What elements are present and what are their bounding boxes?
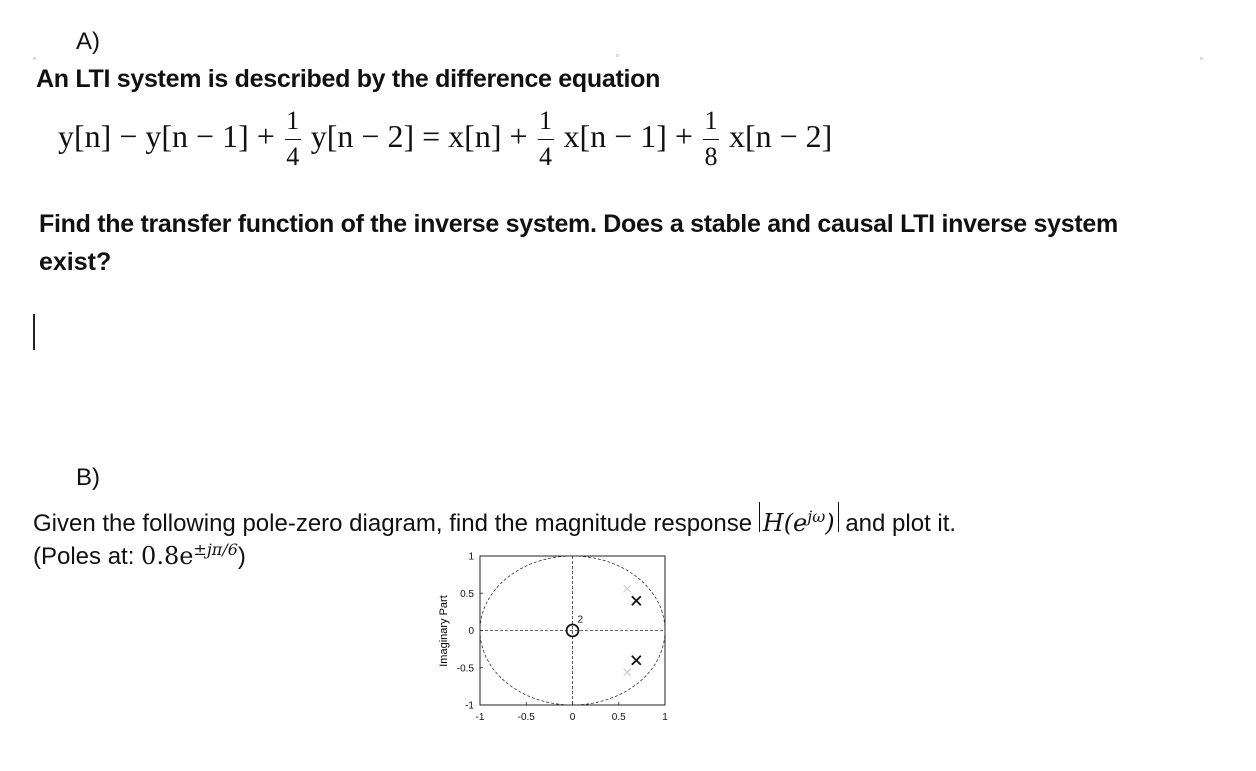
poles-suffix: ) bbox=[237, 543, 246, 570]
fraction-2 bbox=[537, 105, 555, 171]
fraction-3 bbox=[702, 105, 720, 171]
magnitude-expr-sup: jω bbox=[807, 507, 826, 526]
y-tick-label: 0.5 bbox=[460, 588, 474, 600]
part-a-label: A) bbox=[76, 28, 100, 55]
crop-mark bbox=[616, 54, 619, 57]
poles-prefix: (Poles at: bbox=[33, 543, 142, 570]
x-tick-label: -0.5 bbox=[517, 712, 535, 723]
frac-den: 4 bbox=[539, 141, 553, 171]
part-b-label: B) bbox=[76, 464, 100, 491]
part-a-question-line1: Find the transfer function of the inverse system. Does a stable and causal LTI inverse system bbox=[39, 210, 1118, 238]
y-tick-label: 0 bbox=[468, 626, 474, 637]
magnitude-expr-close: ) bbox=[825, 509, 835, 537]
pole-marker bbox=[632, 656, 641, 665]
magnitude-expr-base: H(e bbox=[762, 509, 808, 537]
magnitude-expression bbox=[759, 502, 839, 537]
poles-note bbox=[33, 540, 246, 571]
eq-term-4: x[n − 2] bbox=[728, 118, 833, 154]
eq-term-1: y[n] − y[n − 1] + bbox=[58, 118, 275, 154]
part-b-question bbox=[33, 502, 956, 540]
x-tick-label: -1 bbox=[475, 712, 485, 723]
frac-num: 1 bbox=[704, 105, 718, 135]
faint-marker bbox=[624, 585, 631, 592]
text-cursor[interactable] bbox=[33, 314, 35, 350]
part-a-intro: An LTI system is described by the difference equation bbox=[36, 65, 661, 93]
pole-zero-plot bbox=[430, 548, 690, 738]
part-b-question-text: Given the following pole-zero diagram, find the magnitude response bbox=[33, 510, 753, 537]
frac-den: 8 bbox=[704, 141, 718, 171]
fraction-1 bbox=[284, 105, 302, 171]
faint-marker bbox=[624, 669, 631, 676]
x-tick-label: 1 bbox=[662, 712, 668, 723]
y-tick-label: 1 bbox=[468, 551, 474, 563]
crop-mark bbox=[33, 57, 36, 60]
crop-mark bbox=[1200, 57, 1203, 60]
poles-value: 0.8e bbox=[141, 542, 194, 570]
y-axis-label: Imaginary Part bbox=[438, 595, 450, 667]
zero-multiplicity-label: 2 bbox=[577, 614, 584, 626]
frac-num: 1 bbox=[539, 105, 553, 135]
x-tick-label: 0 bbox=[569, 712, 576, 723]
y-tick-label: -0.5 bbox=[456, 663, 474, 675]
part-b-question-end: and plot it. bbox=[845, 510, 957, 537]
frac-den: 4 bbox=[286, 141, 300, 171]
frac-num: 1 bbox=[286, 105, 300, 135]
poles-exponent: ±jπ/6 bbox=[193, 540, 238, 559]
pole-marker bbox=[632, 596, 641, 605]
y-tick-label: -1 bbox=[465, 700, 474, 712]
x-tick-label: 0.5 bbox=[611, 712, 626, 723]
difference-equation bbox=[58, 105, 833, 171]
part-a-question-line2: exist? bbox=[39, 248, 112, 276]
eq-term-3: x[n − 1] + bbox=[563, 118, 693, 154]
eq-term-2: y[n − 2] = x[n] + bbox=[310, 118, 528, 154]
